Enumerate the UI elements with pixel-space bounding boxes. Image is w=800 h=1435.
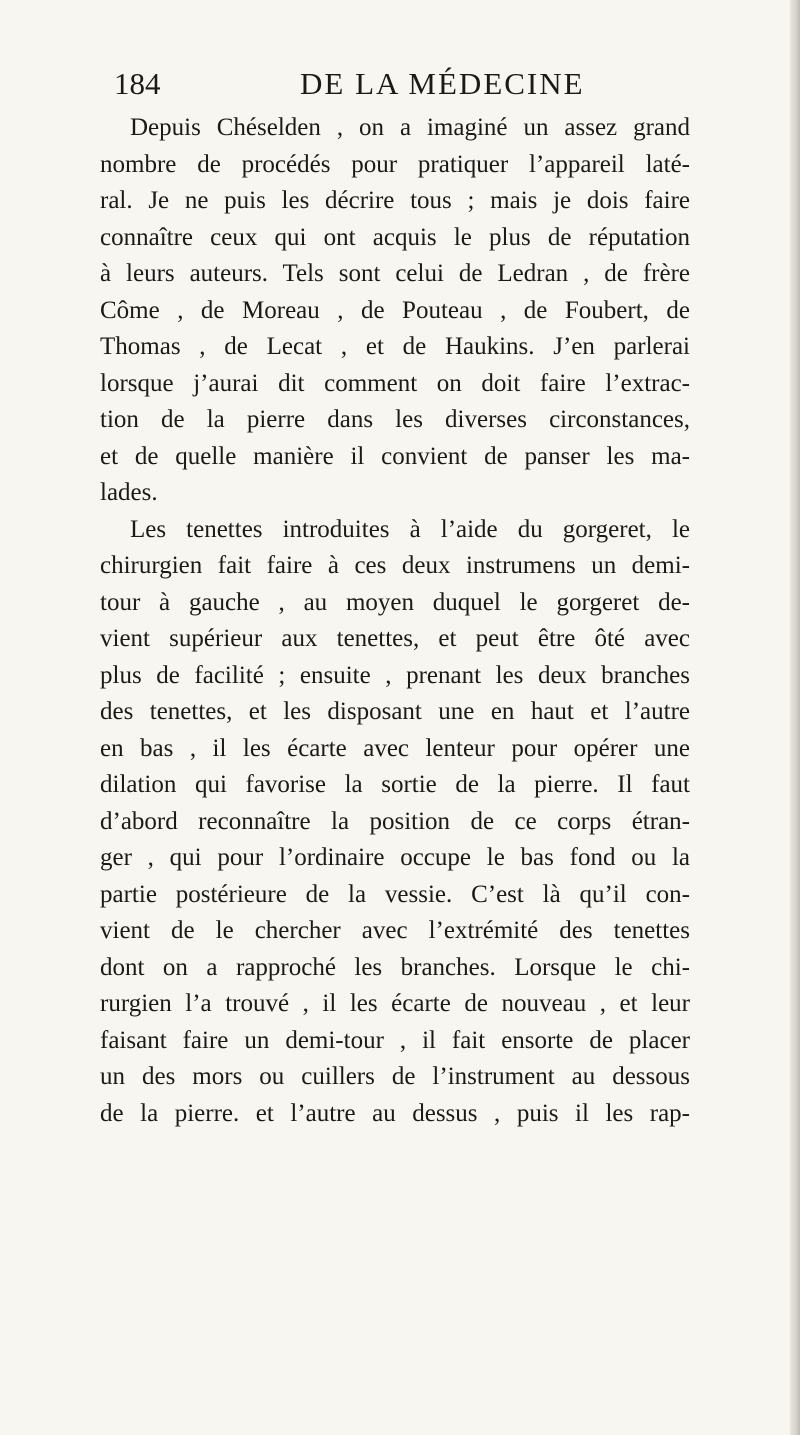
text-line: ger , qui pour l’ordinaire occupe le bas fond ou la [100,844,690,871]
text-line: tion de la pierre dans les diverses circonstances, [100,406,690,433]
text-line: faisant faire un demi-tour , il fait ensorte de placer [100,1026,690,1054]
text-line: un des mors ou cuillers de l’instrument au dessous [100,1063,690,1090]
text-line: vient supérieur aux tenettes, et peut être ôté avec [100,625,690,652]
text-line: lorsque j’aurai dit comment on doit faire l’extrac- [100,369,690,397]
text-line: à leurs auteurs. Tels sont celui de Ledran , de frère [100,260,690,287]
text-line: connaître ceux qui ont acquis le plus de réputation [100,223,690,251]
text-line: des tenettes, et les disposant une en haut et l’autre [100,698,690,725]
text-line: ral. Je ne puis les décrire tous ; mais je dois faire [100,187,690,214]
text-line: en bas , il les écarte avec lenteur pour opérer une [100,734,690,762]
page-number: 184 [114,66,161,101]
text-line: Thomas , de Lecat , et de Haukins. J’en parlerai [100,333,690,360]
text-line: partie postérieure de la vessie. C’est là qu’il con- [100,880,690,908]
body-text [100,110,690,1132]
text-line: de la pierre. et l’autre au dessus , puis il les rap- [100,1099,690,1127]
text-line: d’abord reconnaître la position de ce corps étran- [100,807,690,835]
text-line: dont on a rapproché les branches. Lorsque le chi- [100,953,690,981]
text-line: plus de facilité ; ensuite , prenant les deux branches [100,661,690,689]
text-line: rurgien l’a trouvé , il les écarte de nouveau , et leur [100,990,690,1017]
text-line: vient de le chercher avec l’extrémité des tenettes [100,917,690,944]
text-line: dilation qui favorise la sortie de la pierre. Il faut [100,771,690,798]
text-line: chirurgien fait faire à ces deux instrumens un demi- [100,552,690,579]
text-line: Depuis Chéselden , on a imaginé un assez grand [130,114,690,141]
text-line: et de quelle manière il convient de panser les ma- [100,442,690,470]
text-line: lades. [100,479,158,506]
paragraph-2 [100,512,690,1133]
page-header [114,66,704,112]
text-line: Les tenettes introduites à l’aide du gorgeret, le [130,515,690,543]
text-line: Côme , de Moreau , de Pouteau , de Foubert, de [100,296,690,324]
page-edge-shadow [790,0,800,1435]
paragraph-1 [100,110,690,512]
text-line: tour à gauche , au moyen duquel le gorgeret de- [100,588,690,616]
running-title: DE LA MÉDECINE [300,66,585,101]
text-line: nombre de procédés pour pratiquer l’appareil laté- [100,150,690,178]
